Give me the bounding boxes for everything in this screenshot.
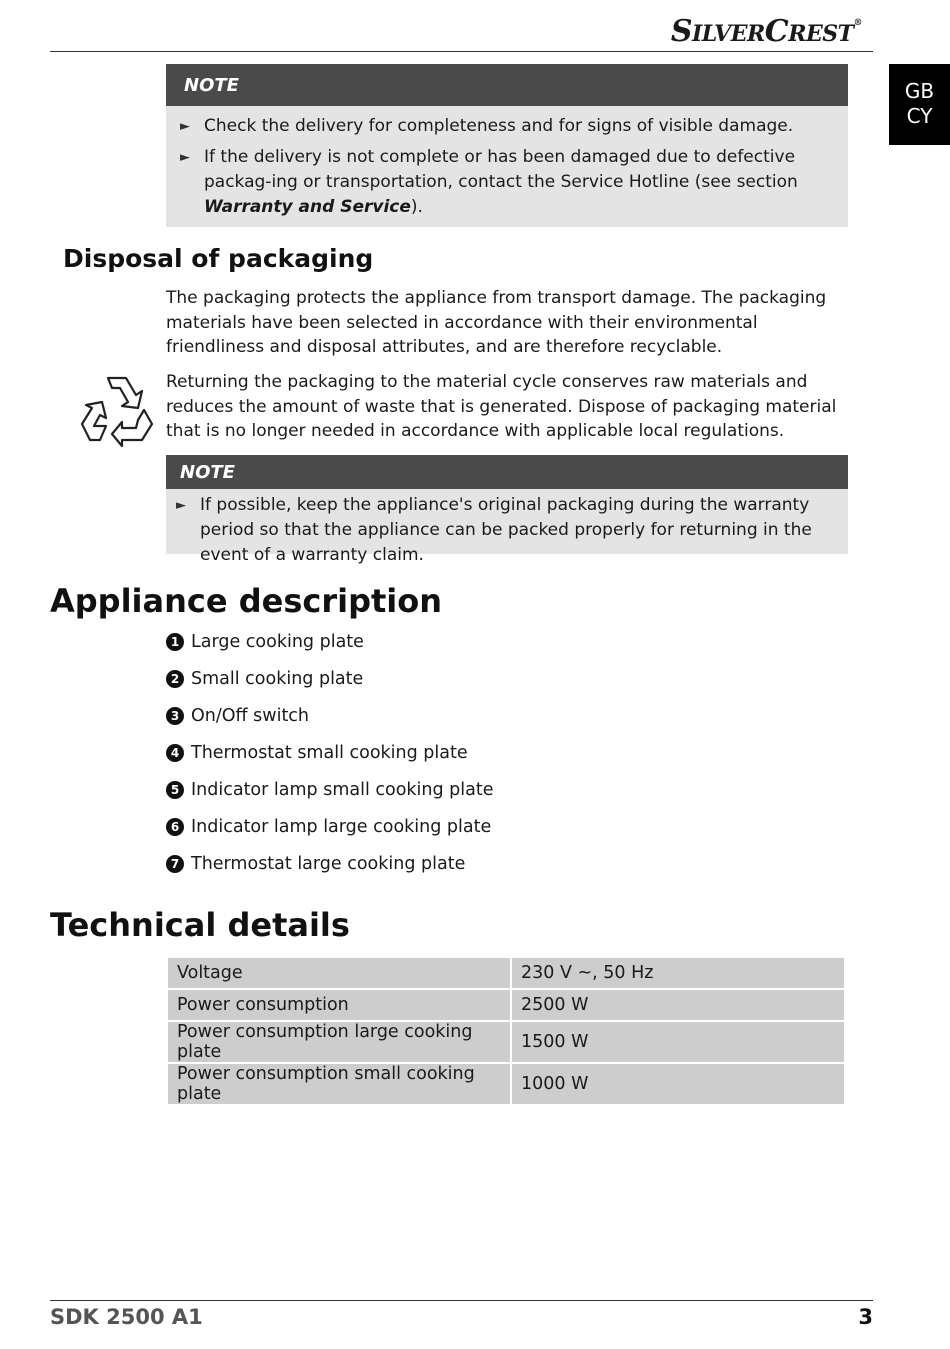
list-item: 7 Thermostat large cooking plate [166,852,494,889]
spec-value: 2500 W [511,989,845,1021]
number-badge: 2 [166,670,184,688]
model-number: SDK 2500 A1 [50,1305,203,1329]
spec-key: Power consumption [167,989,511,1021]
note-item: ► If possible, keep the appliance's original packaging during the warranty period so that the appliance can be packed properly for returning in the event of a warranty claim. [176,495,812,565]
technical-table [166,956,846,1106]
disposal-paragraph-2: Returning the packaging to the material cycle conserves raw materials and reduces the amount of waste that is generated. Dispose of packaging material that is no longer needed in accordance with applicable local regulations. [166,372,837,441]
recycle-icon [78,370,158,450]
number-badge: 6 [166,818,184,836]
number-badge: 1 [166,633,184,651]
note-item: ► If the delivery is not complete or has been damaged due to defective packag-ing or transportation, contact the Service Hotline (see section Warranty and Service). [180,147,798,217]
list-item: 5 Indicator lamp small cooking plate [166,778,494,815]
note-title: NOTE [166,455,848,489]
number-badge: 5 [166,781,184,799]
spec-value: 1000 W [511,1063,845,1105]
list-item: 6 Indicator lamp large cooking plate [166,815,494,852]
note-item: ► Check the delivery for completeness and for signs of visible damage. [204,114,832,139]
list-item: 4 Thermostat small cooking plate [166,741,494,778]
language-tab [889,64,950,145]
number-badge: 4 [166,744,184,762]
list-item: 1 Large cooking plate [166,630,494,667]
table-row [167,957,845,989]
footer-rule [50,1300,873,1301]
note-box-delivery [166,64,848,227]
number-badge: 7 [166,855,184,873]
appliance-heading: Appliance description [50,582,443,620]
spec-key: Power consumption small cooking plate [167,1063,511,1105]
lang-gb: GB [904,79,935,103]
disposal-heading: Disposal of packaging [63,244,374,273]
triangle-arrow-icon: ► [180,119,190,134]
note-title: NOTE [166,64,848,106]
parts-list [166,630,494,889]
list-item: 3 On/Off switch [166,704,494,741]
table-row [167,1021,845,1063]
technical-heading: Technical details [50,906,350,944]
spec-key: Power consumption large cooking plate [167,1021,511,1063]
disposal-paragraph-1: The packaging protects the appliance from transport damage. The packaging materials have been selected in accordance with their environmental friendliness and disposal attributes, and are therefore recyclable. [166,288,827,357]
list-item: 2 Small cooking plate [166,667,494,704]
note-list [166,489,848,572]
lang-cy: CY [906,104,933,128]
page-number: 3 [858,1305,873,1329]
triangle-arrow-icon: ► [176,498,186,513]
note-list [166,106,848,228]
note-box-packaging [166,455,848,565]
spec-value: 1500 W [511,1021,845,1063]
spec-key: Voltage [167,957,511,989]
header-rule [50,51,873,52]
triangle-arrow-icon: ► [180,150,190,165]
spec-value: 230 V ~, 50 Hz [511,957,845,989]
brand-logo: SILVERCREST® [670,14,862,49]
number-badge: 3 [166,707,184,725]
table-row [167,989,845,1021]
table-row [167,1063,845,1105]
warranty-reference: Warranty and Service [204,197,411,217]
